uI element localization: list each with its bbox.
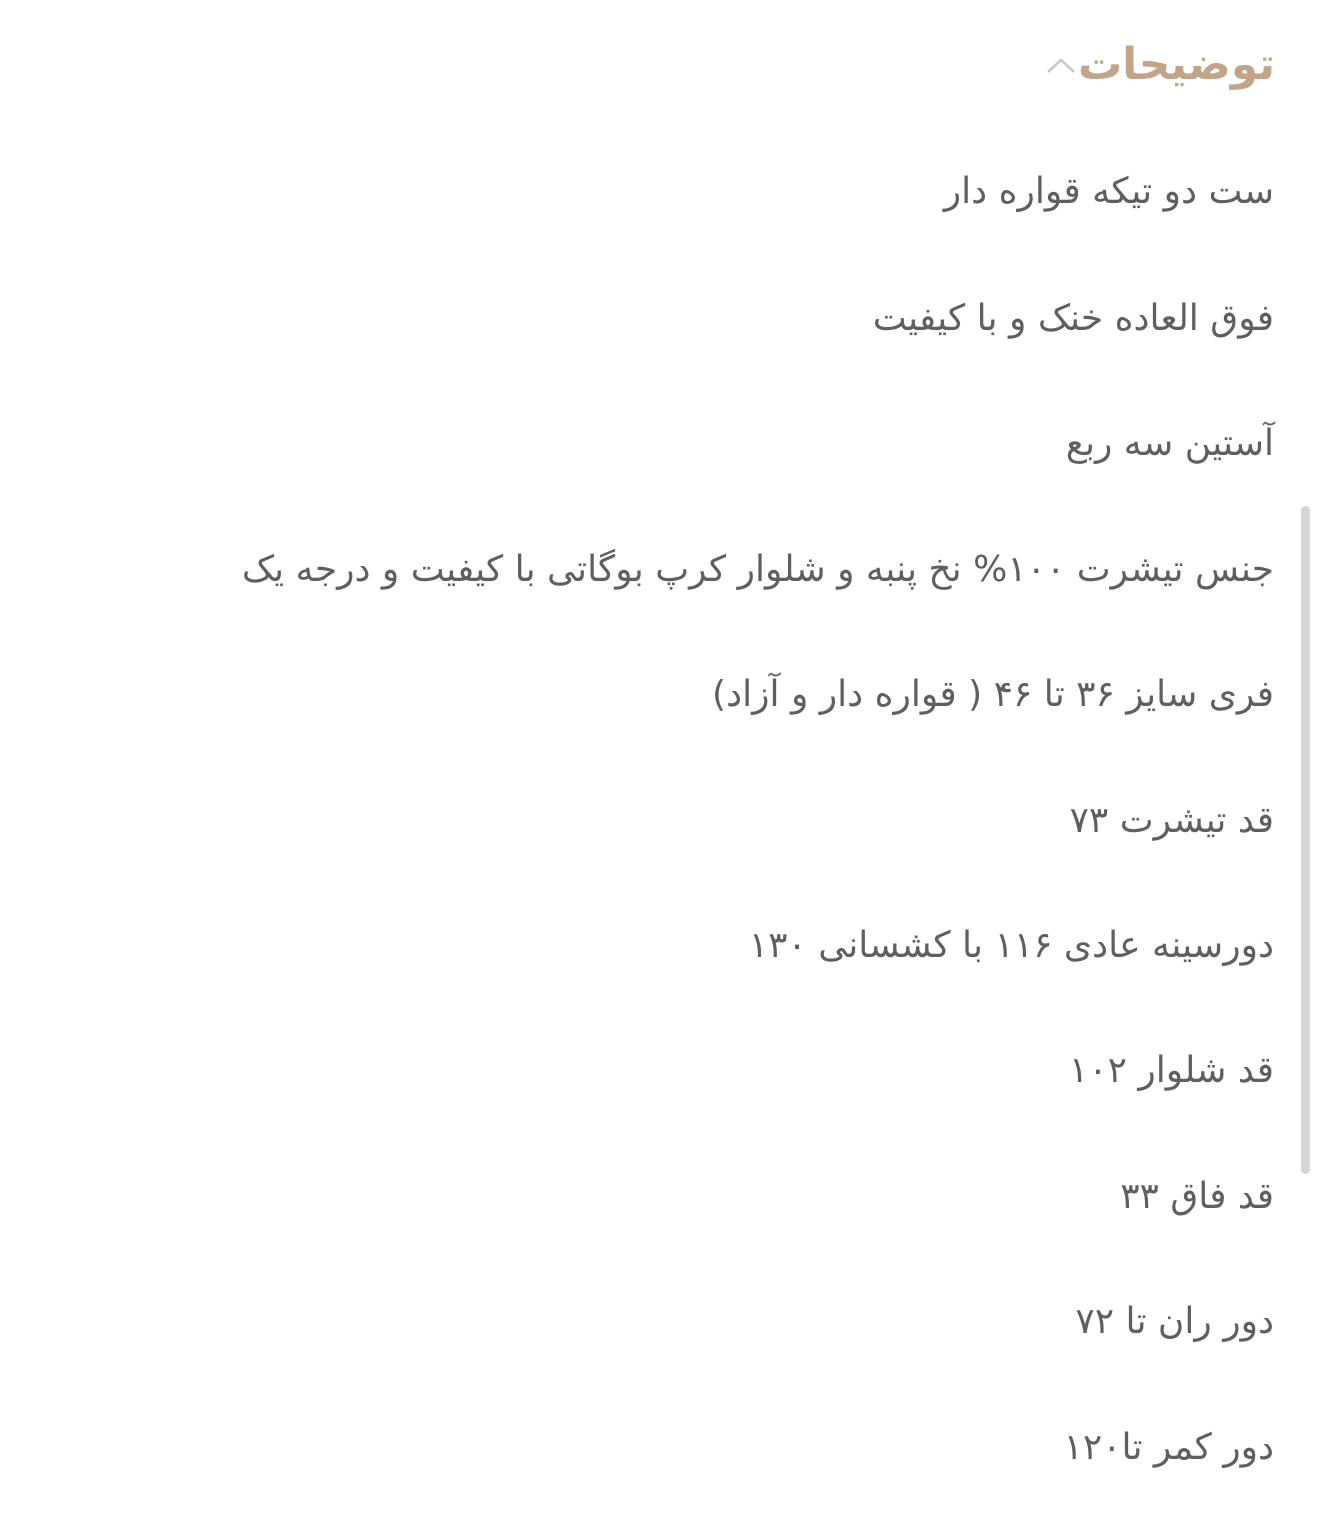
list-item: قد تیشرت ۷۳ (1069, 799, 1274, 841)
list-item: فوق العاده خنک و با کیفیت (872, 298, 1274, 339)
section-title: توضیحات (1077, 39, 1275, 90)
chevron-up-icon[interactable] (1044, 48, 1078, 82)
list-item: جنس تیشرت ۱۰۰% نخ پنبه و شلوار کرپ بوگاتی با کیفیت و درجه یک (241, 548, 1274, 590)
scrollbar[interactable] (1301, 506, 1310, 1174)
description-accordion-header[interactable] (75, 30, 1275, 100)
list-item: قد فاق ۳۳ (1120, 1175, 1274, 1217)
list-item: قد شلوار ۱۰۲ (1068, 1050, 1274, 1092)
list-item: آستین سه ربع (1065, 423, 1274, 465)
description-list (114, 128, 1274, 1510)
list-item: دور ران تا ۷۲ (1075, 1301, 1274, 1343)
list-item: دور کمر تا۱۲۰ (1063, 1426, 1274, 1468)
list-item: ست دو تیکه قواره دار (943, 171, 1274, 212)
list-item: فری سایز ۳۶ تا ۴۶ ( قواره دار و آزاد) (712, 674, 1274, 716)
list-item: دورسینه عادی ۱۱۶ با کشسانی ۱۳۰ (748, 924, 1274, 966)
